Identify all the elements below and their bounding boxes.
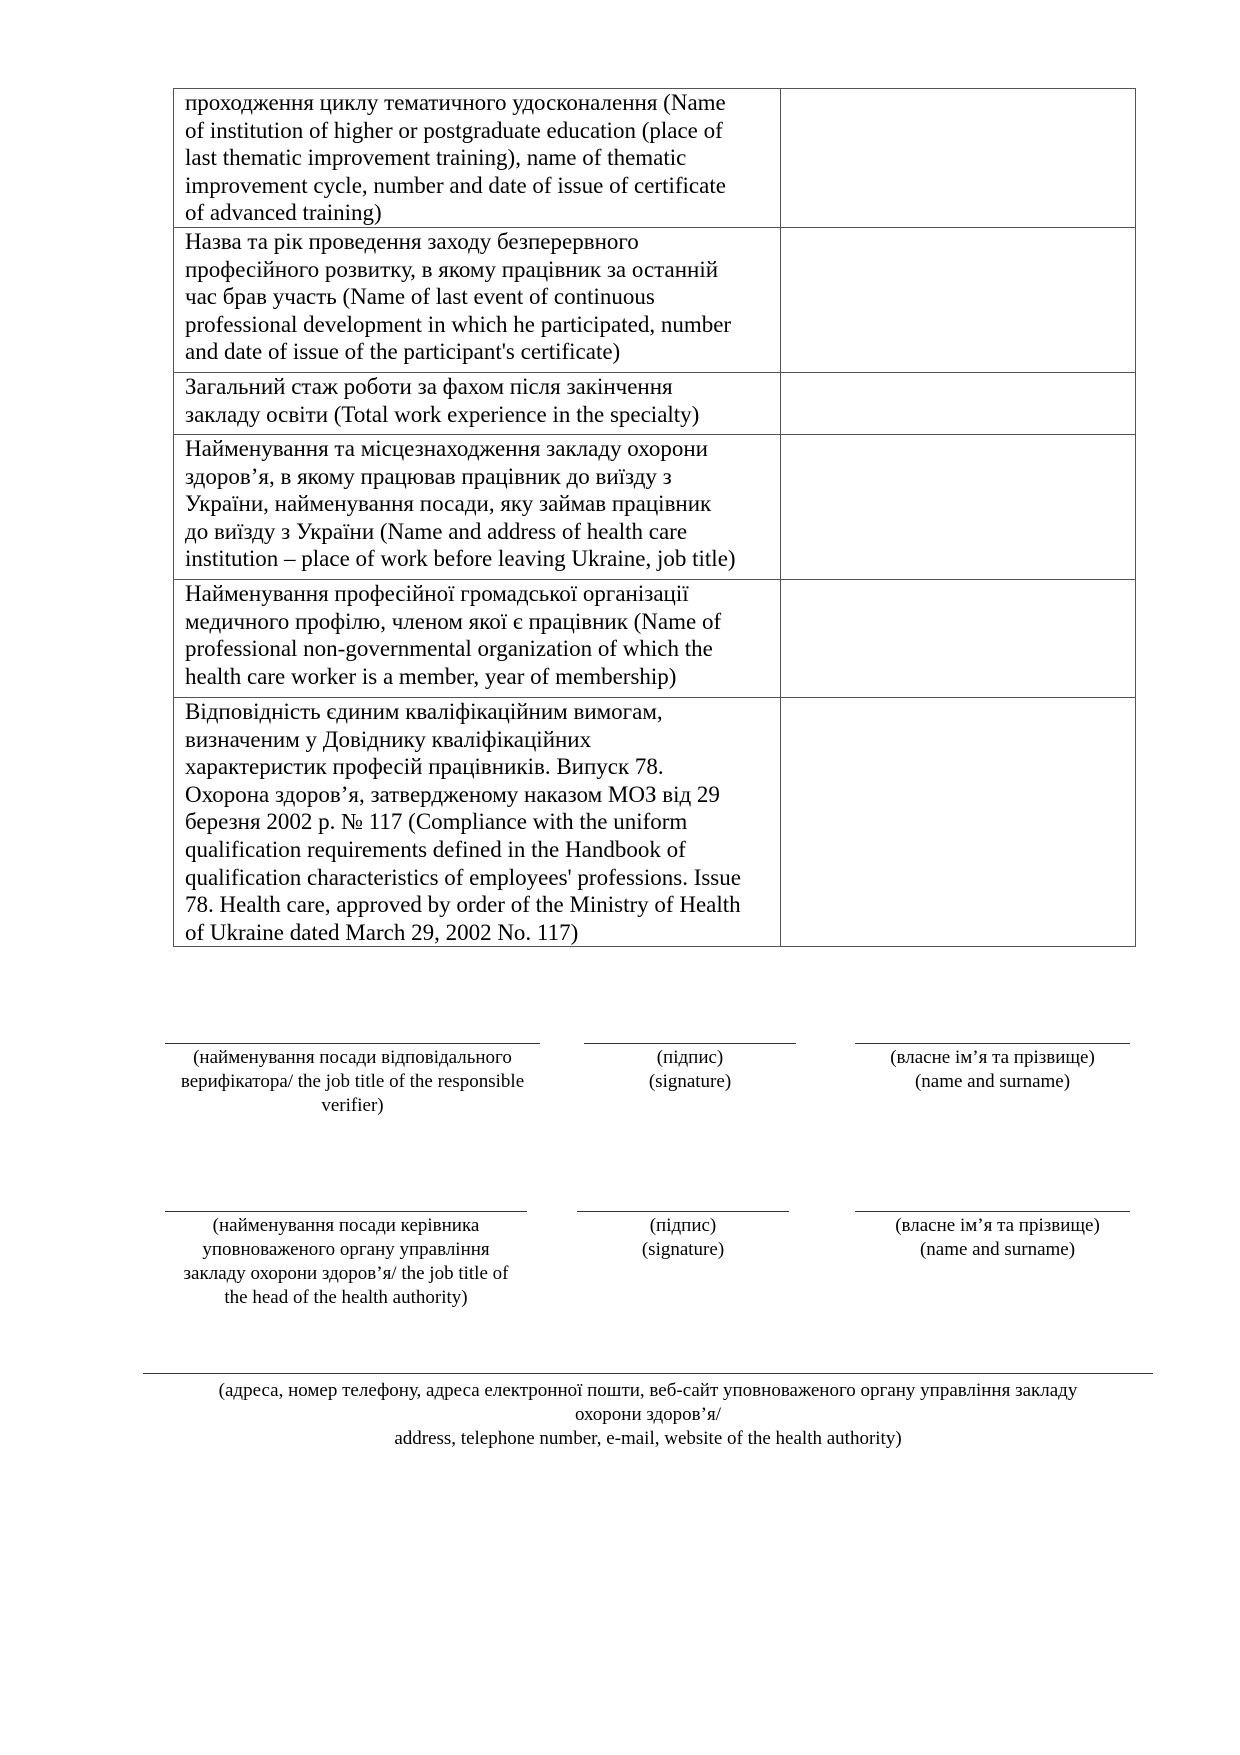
row-value-field[interactable] (781, 697, 1136, 946)
row-value-field[interactable] (781, 227, 1136, 372)
address-line[interactable] (143, 1373, 1153, 1374)
verifier-signature-caption: (підпис) (signature) (648, 1047, 732, 1092)
row-label-cell (174, 579, 781, 697)
row-label: Найменування та місцезнаходження закладу охорони здоров’я, в якому працював працівник до виїзду з України, найменування посади, яку займав працівник до виїзду з України (Name and address of health care institution – place of work before leaving Ukraine, job title) (185, 435, 736, 572)
row-label-cell (174, 697, 781, 946)
row-label-cell (174, 227, 781, 372)
row-value-field[interactable] (781, 579, 1136, 697)
row-label-cell (174, 434, 781, 579)
table-row (174, 434, 1136, 579)
address-caption: (адреса, номер телефону, адреса електронної пошти, веб-сайт уповноваженого органу управління закладу охорони здоров’я/ address, telephone number, e-mail, website of the health authority) (218, 1380, 1078, 1449)
verifier-name-line[interactable] (855, 1043, 1130, 1044)
table-row (174, 697, 1136, 946)
head-position-line[interactable] (165, 1211, 527, 1212)
row-value-field[interactable] (781, 89, 1136, 228)
verifier-position-caption: (найменування посади відповідального верифікатора/ the job title of the responsible verifier) (180, 1047, 525, 1116)
table-row (174, 227, 1136, 372)
table-row (174, 579, 1136, 697)
row-value-field[interactable] (781, 434, 1136, 579)
row-label: Назва та рік проведення заходу безперервного професійного розвитку, в якому працівник за останній час брав участь (Name of last event of continuous professional development in which he participated, number and date of issue of the participant's certificate) (185, 228, 732, 365)
verifier-signature-line[interactable] (584, 1043, 796, 1044)
table-row (174, 89, 1136, 228)
row-label-cell (174, 89, 781, 228)
row-label: Загальний стаж роботи за фахом після закінчення закладу освіти (Total work experience in the specialty) (185, 373, 700, 427)
row-value-field[interactable] (781, 372, 1136, 434)
table-row (174, 372, 1136, 434)
head-signature-caption: (підпис) (signature) (641, 1215, 725, 1260)
head-name-line[interactable] (855, 1211, 1130, 1212)
head-name-caption: (власне ім’я та прізвище) (name and surname) (895, 1215, 1100, 1260)
row-label: Відповідність єдиним кваліфікаційним вимогам, визначеним у Довіднику кваліфікаційних характеристик професій працівників. Випуск 78. Охорона здоров’я, затвердженому наказом МОЗ від 29 березня 2002 р. № 117 (Compliance with the uniform qualification requirements defined in the Handbook of qualification characteristics of employees' professions. Issue 78. Health care, approved by order of the Ministry of Health of Ukraine dated March 29, 2002 No. 117) (185, 698, 741, 945)
row-label-cell (174, 372, 781, 434)
row-label: проходження циклу тематичного удосконалення (Name of institution of higher or postgraduate education (place of last thematic improvement training), name of thematic improvement cycle, number and date of issue of certificate of advanced training) (185, 90, 726, 226)
verifier-name-caption: (власне ім’я та прізвище) (name and surname) (890, 1047, 1095, 1092)
verifier-position-line[interactable] (165, 1043, 540, 1044)
row-label: Найменування професійної громадської організації медичного профілю, членом якої є працівник (Name of professional non-governmental organization of which the health care worker is a member, year of membership) (185, 580, 722, 689)
head-position-caption: (найменування посади керівника уповноваженого органу управління закладу охорони здоров’я/ the job title of the head of the health authority) (183, 1215, 509, 1308)
head-signature-line[interactable] (577, 1211, 789, 1212)
qualification-form-table (173, 88, 1136, 947)
